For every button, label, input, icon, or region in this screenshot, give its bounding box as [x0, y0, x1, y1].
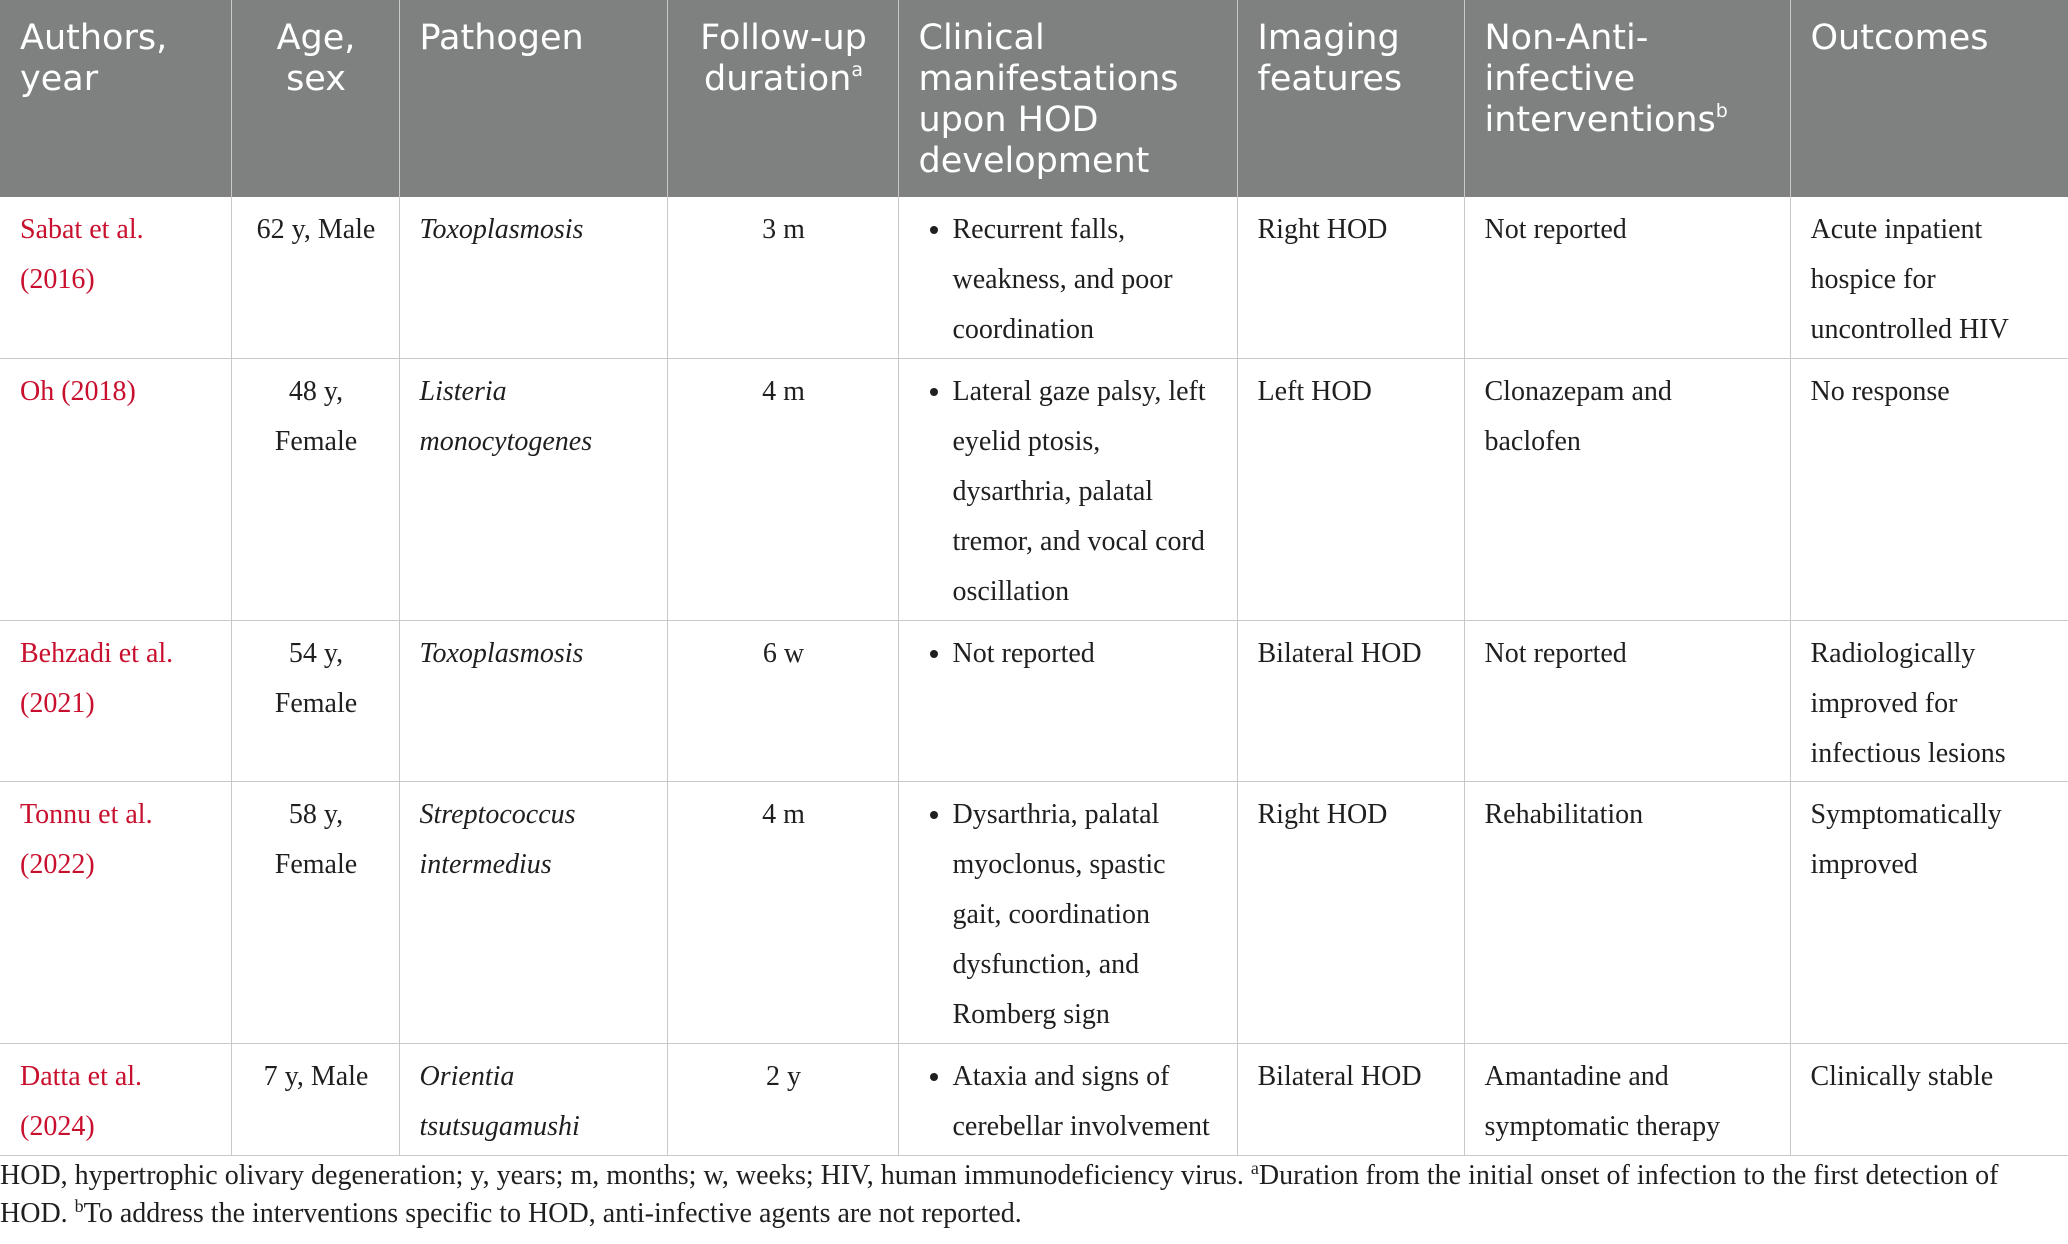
- cell-interventions: Rehabilitation: [1464, 781, 1790, 1043]
- cell-followup: 3 m: [667, 197, 898, 358]
- cell-imaging: Left HOD: [1237, 358, 1464, 620]
- footnote-a-text: Duration from the initial onset of infection to the first detection of HOD.: [0, 1160, 1999, 1229]
- list-item: • Ataxia and signs of cerebellar involvement: [953, 1052, 1219, 1152]
- cell-clinical: [898, 781, 1237, 1043]
- cell-followup: 4 m: [667, 781, 898, 1043]
- cell-age-sex: 7 y, Male: [231, 1043, 399, 1155]
- cell-pathogen: Toxoplasmosis: [399, 620, 667, 781]
- header-pathogen: Pathogen: [399, 0, 667, 197]
- cell-clinical: [898, 197, 1237, 358]
- cell-imaging: Right HOD: [1237, 781, 1464, 1043]
- cell-author-link[interactable]: Sabat et al. (2016): [0, 197, 231, 358]
- list-item: • Not reported: [953, 629, 1219, 679]
- cell-pathogen: Toxoplasmosis: [399, 197, 667, 358]
- footnote-b-text: To address the interventions specific to HOD, anti-infective agents are not reported.: [83, 1198, 1022, 1229]
- table-row: [0, 358, 2068, 620]
- table-row: [0, 781, 2068, 1043]
- header-clinical: Clinical manifestations upon HOD development: [898, 0, 1237, 197]
- cell-outcomes: Clinically stable: [1790, 1043, 2068, 1155]
- cell-author-link[interactable]: Oh (2018): [0, 358, 231, 620]
- header-imaging: Imaging features: [1237, 0, 1464, 197]
- cell-age-sex: 62 y, Male: [231, 197, 399, 358]
- header-followup: [667, 0, 898, 197]
- cell-pathogen: Orientia tsutsugamushi: [399, 1043, 667, 1155]
- header-followup-text: Follow-up duration: [700, 18, 867, 99]
- cell-clinical: [898, 620, 1237, 781]
- cell-author-link[interactable]: Datta et al. (2024): [0, 1043, 231, 1155]
- footnote-abbreviations: HOD, hypertrophic olivary degeneration; y, years; m, months; w, weeks; HIV, human immunodeficiency virus.: [0, 1160, 1244, 1191]
- cell-age-sex: 54 y, Female: [231, 620, 399, 781]
- table-row: [0, 1043, 2068, 1155]
- cell-age-sex: 48 y, Female: [231, 358, 399, 620]
- footnote-marker-b: b: [1715, 100, 1728, 122]
- cell-pathogen: Streptococcus intermedius: [399, 781, 667, 1043]
- header-interventions: [1464, 0, 1790, 197]
- cell-outcomes: Acute inpatient hospice for uncontrolled HIV: [1790, 197, 2068, 358]
- cell-author-link[interactable]: Tonnu et al. (2022): [0, 781, 231, 1043]
- table-row: [0, 197, 2068, 358]
- cell-outcomes: No response: [1790, 358, 2068, 620]
- table-footnote: [0, 1157, 2060, 1233]
- list-item: • Dysarthria, palatal myoclonus, spastic gait, coordination dysfunction, and Romberg sign: [953, 790, 1219, 1040]
- cell-outcomes: Symptomatically improved: [1790, 781, 2068, 1043]
- cell-interventions: Clonazepam and baclofen: [1464, 358, 1790, 620]
- list-item: • Lateral gaze palsy, left eyelid ptosis, dysarthria, palatal tremor, and vocal cord oscillation: [953, 367, 1219, 617]
- header-age-sex: Age, sex: [231, 0, 399, 197]
- list-item: • Recurrent falls, weakness, and poor coordination: [953, 205, 1219, 355]
- cell-author-link[interactable]: Behzadi et al. (2021): [0, 620, 231, 781]
- cell-interventions: Amantadine and symptomatic therapy: [1464, 1043, 1790, 1155]
- cell-imaging: Right HOD: [1237, 197, 1464, 358]
- cell-imaging: Bilateral HOD: [1237, 620, 1464, 781]
- cell-imaging: Bilateral HOD: [1237, 1043, 1464, 1155]
- cell-clinical: [898, 1043, 1237, 1155]
- cell-followup: 6 w: [667, 620, 898, 781]
- table-row: [0, 620, 2068, 781]
- cell-followup: 2 y: [667, 1043, 898, 1155]
- cell-interventions: Not reported: [1464, 197, 1790, 358]
- footnote-marker-a: a: [1250, 1158, 1259, 1178]
- footnote-marker-a: a: [851, 59, 863, 81]
- cell-clinical: [898, 358, 1237, 620]
- cell-outcomes: Radiologically improved for infectious lesions: [1790, 620, 2068, 781]
- header-authors: Authors, year: [0, 0, 231, 197]
- footnote-marker-b: b: [74, 1196, 84, 1216]
- header-row: [0, 0, 2068, 197]
- cell-interventions: Not reported: [1464, 620, 1790, 781]
- cell-pathogen: Listeria monocytogenes: [399, 358, 667, 620]
- header-interventions-text: Non-Anti-infective interventions: [1484, 18, 1716, 140]
- cell-age-sex: 58 y, Female: [231, 781, 399, 1043]
- cell-followup: 4 m: [667, 358, 898, 620]
- header-outcomes: Outcomes: [1790, 0, 2068, 197]
